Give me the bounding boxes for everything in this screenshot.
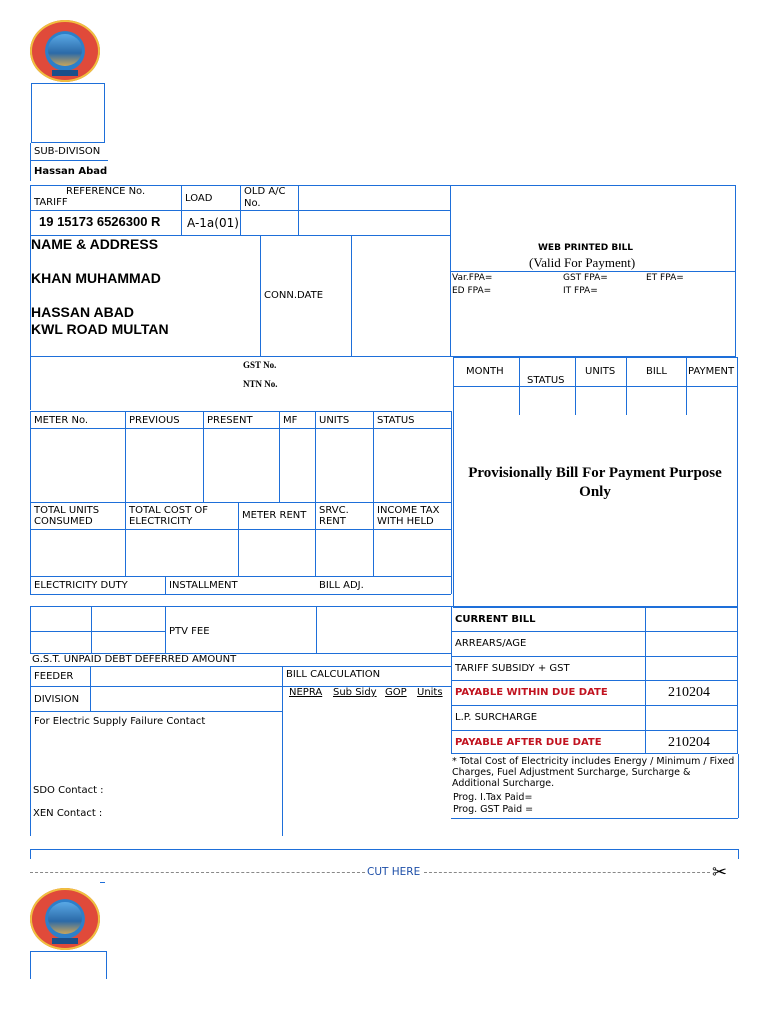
company-logo bbox=[30, 20, 100, 82]
ptv-box bbox=[30, 606, 166, 654]
gst-unpaid-label: G.S.T. UNPAID DEBT DEFERRED AMOUNT bbox=[32, 654, 237, 665]
gst-no-label: GST No. bbox=[243, 360, 277, 370]
subsidy-label: Sub Sidy bbox=[333, 687, 377, 698]
photo-box bbox=[31, 83, 105, 143]
present-label: PRESENT bbox=[207, 415, 253, 426]
gop-label: GOP bbox=[385, 687, 407, 698]
cost-note: * Total Cost of Electricity includes Energy / Minimum / Fixed Charges, Fuel Adjustment Surcharge, Surcharge & Additional Surcharge. bbox=[452, 756, 735, 789]
address-line-2: KWL ROAD MULTAN bbox=[31, 321, 169, 337]
bill-adj-label: BILL ADJ. bbox=[319, 580, 364, 591]
history-bill: BILL bbox=[646, 366, 667, 377]
arrears-label: ARREARS/AGE bbox=[455, 638, 527, 649]
et-fpa: ET FPA= bbox=[646, 273, 684, 283]
ptv-fee-label: PTV FEE bbox=[169, 626, 210, 637]
payable-within-value: 210204 bbox=[668, 685, 710, 700]
prog-itax-label: Prog. I.Tax Paid= bbox=[453, 792, 533, 803]
feeder-label: FEEDER bbox=[34, 671, 74, 682]
electricity-duty-label: ELECTRICITY DUTY bbox=[34, 580, 128, 591]
ntn-no-label: NTN No. bbox=[243, 379, 278, 389]
status-label: STATUS bbox=[377, 415, 415, 426]
old-ac-label-no: No. bbox=[244, 198, 261, 209]
var-fpa: Var.FPA= bbox=[452, 273, 493, 283]
income-tax-label: INCOME TAX bbox=[377, 505, 440, 516]
customer-name: KHAN MUHAMMAD bbox=[31, 270, 161, 286]
ed-fpa: ED FPA= bbox=[452, 286, 492, 296]
address-line-1: HASSAN ABAD bbox=[31, 304, 134, 320]
cut-here-label: CUT HERE bbox=[367, 866, 421, 878]
nepra-label: NEPRA bbox=[289, 687, 323, 698]
payable-within-label: PAYABLE WITHIN DUE DATE bbox=[455, 687, 608, 698]
history-month: MONTH bbox=[466, 366, 504, 377]
srvc-rent-label: SRVC. bbox=[319, 505, 349, 516]
total-units-label: TOTAL UNITS bbox=[34, 505, 100, 516]
name-address-label: NAME & ADDRESS bbox=[31, 236, 159, 252]
total-cost-label: TOTAL COST OF bbox=[129, 505, 209, 516]
xen-contact-label: XEN Contact : bbox=[33, 808, 103, 819]
units-calc-label: Units bbox=[417, 687, 443, 698]
previous-label: PREVIOUS bbox=[129, 415, 180, 426]
division-label: DIVISION bbox=[34, 694, 80, 705]
history-units: UNITS bbox=[585, 366, 616, 377]
sub-division-value: Hassan Abad bbox=[34, 166, 108, 177]
tariff-label: TARIFF bbox=[34, 197, 68, 208]
lp-surcharge-label: L.P. SURCHARGE bbox=[455, 712, 538, 723]
sdo-contact-label: SDO Contact : bbox=[33, 785, 104, 796]
load-label: LOAD bbox=[185, 193, 213, 204]
old-ac-label: OLD A/C bbox=[244, 186, 286, 197]
reference-label: REFERENCE No. bbox=[66, 186, 146, 197]
meter-no-label: METER No. bbox=[34, 415, 89, 426]
meter-rent-label: METER RENT bbox=[242, 510, 307, 521]
conn-date-label: CONN.DATE bbox=[264, 290, 324, 301]
units-label: UNITS bbox=[319, 415, 350, 426]
sub-division-label: SUB-DIVISON bbox=[34, 146, 101, 157]
scissors-icon: ✂ bbox=[712, 862, 728, 883]
installment-label: INSTALLMENT bbox=[169, 580, 238, 591]
total-units-label-2: CONSUMED bbox=[34, 516, 93, 527]
payable-after-value: 210204 bbox=[668, 735, 710, 750]
company-logo-bottom bbox=[30, 888, 100, 950]
provisional-notice: Provisionally Bill For Payment Purpose Only bbox=[468, 465, 722, 500]
history-status: STATUS bbox=[527, 375, 565, 386]
payable-after-label: PAYABLE AFTER DUE DATE bbox=[455, 737, 602, 748]
income-tax-label-2: WITH HELD bbox=[377, 516, 434, 527]
reference-value: 19 15173 6526300 R bbox=[39, 214, 161, 229]
total-cost-label-2: ELECTRICITY bbox=[129, 516, 193, 527]
web-bill-title: WEB PRINTED BILL bbox=[538, 243, 634, 253]
history-payment: PAYMENT bbox=[688, 366, 735, 377]
tariff-subsidy-label: TARIFF SUBSIDY + GST bbox=[455, 663, 570, 674]
it-fpa: IT FPA= bbox=[563, 286, 598, 296]
web-bill-subtitle: (Valid For Payment) bbox=[529, 255, 636, 270]
prog-gst-label: Prog. GST Paid = bbox=[453, 804, 534, 815]
bill-calculation-title: BILL CALCULATION bbox=[286, 669, 381, 680]
current-bill-label: CURRENT BILL bbox=[455, 614, 536, 625]
supply-failure-label: For Electric Supply Failure Contact bbox=[34, 716, 206, 727]
gst-fpa: GST FPA= bbox=[563, 273, 608, 283]
tariff-value: A-1a(01) bbox=[187, 216, 239, 230]
mf-label: MF bbox=[283, 415, 298, 426]
srvc-rent-label-2: RENT bbox=[319, 516, 346, 527]
